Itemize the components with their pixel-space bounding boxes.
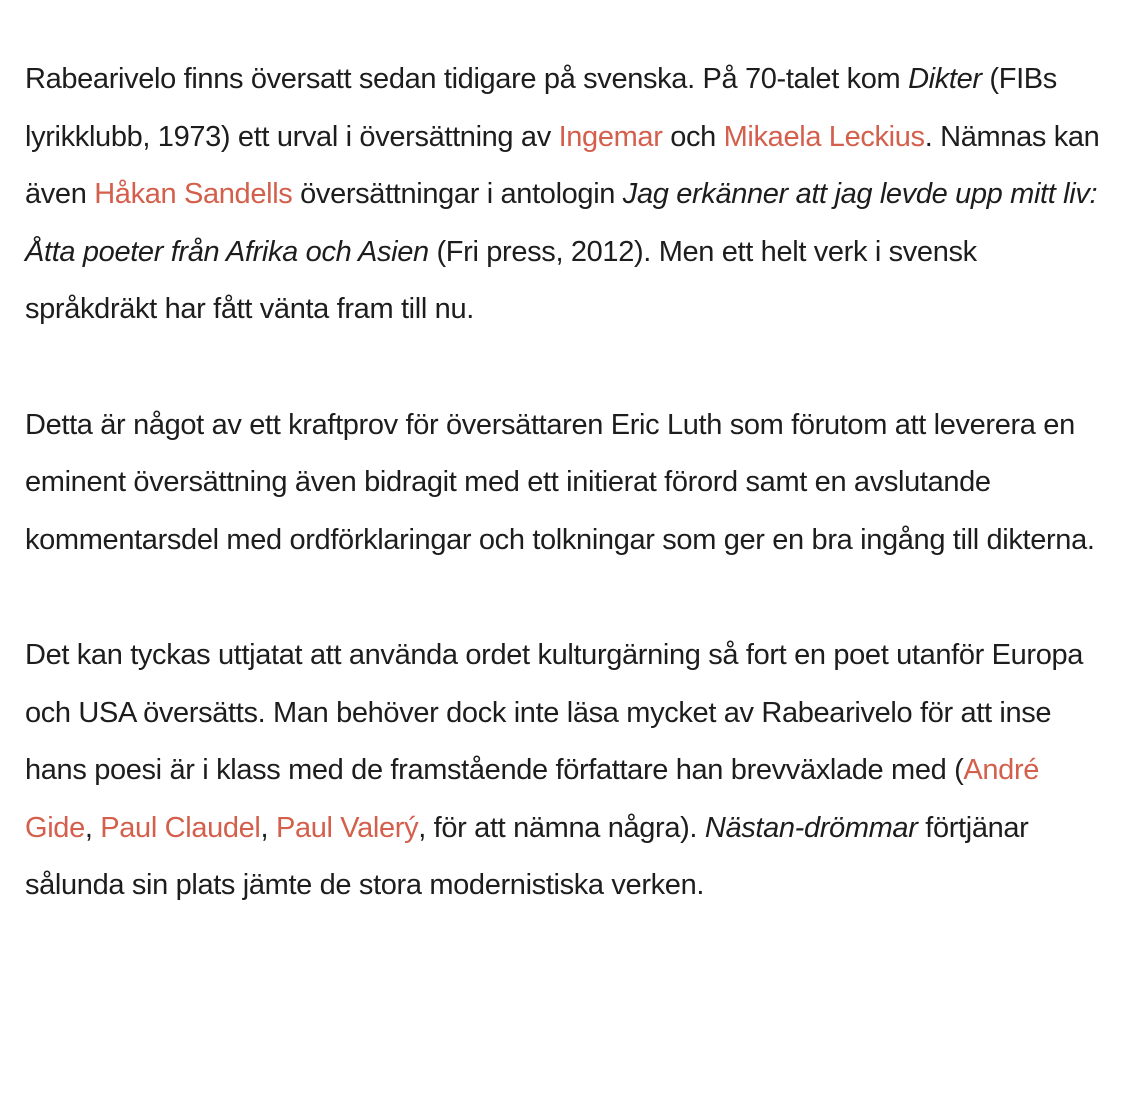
text-span: (Fri press, 2012). Men ett helt verk i svensk språkdräkt har fått vänta fram till nu.	[25, 235, 977, 326]
text-span: Detta är något av ett kraftprov för översättaren Eric Luth som förutom att leverera en eminent översättning även bidragit med ett initierat förord samt en avslutande kommentarsdel med ordförklaringar och tolkningar som ger en bra ingång till dikterna.	[25, 408, 1095, 556]
text-span: (FIBs lyrikklubb, 1973) ett urval i översättning av	[25, 63, 1057, 153]
text-span: . Nämnas kan även	[25, 120, 1100, 211]
text-span: Det kan tyckas uttjatat att använda ordet kulturgärning så fort en poet utanför Europa och USA översätts. Man behöver dock inte läsa mycket av Rabearivelo för att inse hans poesi är i klass med de framstående författare han brevväxlade med (	[25, 638, 1084, 787]
link-paul-claudel[interactable]: Paul Claudel	[100, 811, 261, 844]
text-span: och	[662, 120, 724, 153]
book-title-dikter: Dikter	[908, 63, 982, 95]
book-title-nastan-drommar: Nästan-drömmar	[704, 811, 918, 844]
text-span: förtjänar sålunda sin plats jämte de stora modernistiska verken.	[25, 811, 1029, 902]
paragraph-2	[25, 397, 1110, 570]
link-paul-valery[interactable]: Paul Valerý	[275, 811, 419, 844]
text-span: ,	[84, 811, 101, 844]
link-ingemar[interactable]: Ingemar	[558, 120, 663, 153]
link-andre-gide[interactable]: André Gide	[25, 754, 1040, 844]
paragraph-3	[25, 627, 1110, 915]
text-span: Rabearivelo finns översatt sedan tidigare på svenska. På 70-talet kom	[25, 63, 909, 95]
text-span: ,	[260, 811, 276, 844]
book-title-anthology: Jag erkänner att jag levde upp mitt liv: Åtta poeter från Afrika och Asien	[25, 178, 1098, 268]
link-mikaela-leckius[interactable]: Mikaela Leckius	[723, 120, 925, 153]
paragraph-1	[25, 51, 1110, 339]
text-span: , för att nämna några).	[418, 811, 705, 844]
link-hakan-sandell[interactable]: Håkan Sandells	[94, 178, 293, 211]
article-body	[25, 51, 1110, 973]
text-span: översättningar i antologin	[292, 178, 623, 211]
